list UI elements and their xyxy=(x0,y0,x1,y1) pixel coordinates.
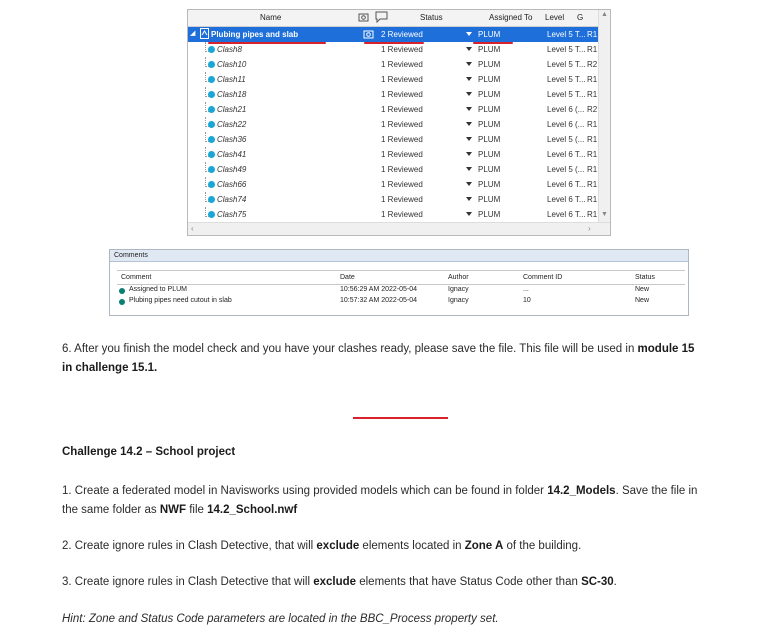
step-3-exclude: exclude xyxy=(313,576,357,588)
clash-grid: R2 xyxy=(587,105,598,114)
clash-level: Level 5 T... xyxy=(547,60,586,69)
comment-date: 10:56:29 AM 2022-05-04 xyxy=(340,286,418,293)
clash-status-dot-icon xyxy=(208,106,215,113)
clash-name: Clash10 xyxy=(217,60,247,69)
clash-row[interactable] xyxy=(188,147,601,162)
clash-status[interactable]: 1 Reviewed xyxy=(381,165,423,174)
dropdown-icon[interactable] xyxy=(466,92,472,96)
clash-assigned-to[interactable]: PLUM xyxy=(478,180,501,189)
clash-grid: R1 xyxy=(587,135,598,144)
clash-name: Clash21 xyxy=(217,105,247,114)
step-2-paragraph xyxy=(62,537,581,556)
challenge-heading xyxy=(62,443,235,462)
dropdown-icon[interactable] xyxy=(466,137,472,141)
clash-row[interactable] xyxy=(188,192,601,207)
clash-grid: R1 xyxy=(587,90,598,99)
comment-row[interactable] xyxy=(117,297,685,308)
clash-grid: R1 xyxy=(587,210,598,219)
step-3-status-code: SC-30 xyxy=(581,576,614,588)
group-status[interactable]: 2 Reviewed xyxy=(381,30,423,39)
clash-row[interactable] xyxy=(188,162,601,177)
comment-id: 10 xyxy=(523,297,531,304)
clash-status-dot-icon xyxy=(208,61,215,68)
scroll-up-icon[interactable]: ▲ xyxy=(601,11,608,18)
step-1-format: NWF xyxy=(159,504,186,516)
clash-level: Level 5 T... xyxy=(547,75,586,84)
clash-status[interactable]: 1 Reviewed xyxy=(381,105,423,114)
dropdown-icon[interactable] xyxy=(466,152,472,156)
clash-row[interactable] xyxy=(188,87,601,102)
clash-grid: R1 xyxy=(587,150,598,159)
clash-status[interactable]: 1 Reviewed xyxy=(381,75,423,84)
step-2-text: 2. Create ignore rules in Clash Detective, that will xyxy=(62,540,317,552)
clash-status-dot-icon xyxy=(208,166,215,173)
clash-level: Level 5 T... xyxy=(547,45,586,54)
clash-row[interactable] xyxy=(188,57,601,72)
clash-grid: R1 xyxy=(587,180,598,189)
clash-assigned-to[interactable]: PLUM xyxy=(478,195,501,204)
dropdown-icon[interactable] xyxy=(466,182,472,186)
challenge-title: Challenge 14.2 – School project xyxy=(62,446,236,458)
annotation-underline xyxy=(473,42,513,44)
clash-assigned-to[interactable]: PLUM xyxy=(478,60,501,69)
annotation-underline xyxy=(364,42,424,44)
step-3-text: 3. Create ignore rules in Clash Detective that will xyxy=(62,576,314,588)
clash-grid: R1 xyxy=(587,195,598,204)
step-2-zone: Zone A xyxy=(464,540,504,552)
clash-status[interactable]: 1 Reviewed xyxy=(381,90,423,99)
clash-status-dot-icon xyxy=(208,211,215,218)
dropdown-icon[interactable] xyxy=(466,47,472,51)
clash-grid: R1 xyxy=(587,75,598,84)
step-2-text-3: of the building. xyxy=(503,540,582,552)
column-header-status[interactable]: Status xyxy=(635,274,655,281)
clash-level: Level 6 T... xyxy=(547,180,586,189)
comment-author: Ignacy xyxy=(448,286,469,293)
group-folder-icon xyxy=(200,28,209,41)
clash-status-dot-icon xyxy=(208,151,215,158)
clash-level: Level 6 (... xyxy=(547,105,585,114)
clash-row[interactable] xyxy=(188,117,601,132)
step-2-text-2: elements located in xyxy=(359,540,465,552)
clash-status[interactable]: 1 Reviewed xyxy=(381,195,423,204)
step-1-text: 1. Create a federated model in Navisworks using provided models which can be found in folder xyxy=(62,485,548,497)
section-divider xyxy=(353,417,448,419)
clash-name: Clash66 xyxy=(217,180,247,189)
column-header-status[interactable]: Status xyxy=(420,13,443,22)
step-1-paragraph xyxy=(62,482,752,520)
column-header-name[interactable]: Name xyxy=(260,13,282,22)
clash-level: Level 5 (... xyxy=(547,135,585,144)
step-2-exclude: exclude xyxy=(316,540,360,552)
comment-text: Assigned to PLUM xyxy=(129,286,187,293)
clash-assigned-to[interactable]: PLUM xyxy=(478,120,501,129)
clash-assigned-to[interactable]: PLUM xyxy=(478,210,501,219)
group-camera-icon xyxy=(363,29,374,41)
step-6-challenge: in challenge 15.1. xyxy=(62,362,158,374)
column-header-assigned-to[interactable]: Assigned To xyxy=(489,13,533,22)
clash-level: Level 5 T... xyxy=(547,90,586,99)
comment-status-dot-icon xyxy=(119,299,125,305)
step-3-text-2: elements that have Status Code other than xyxy=(356,576,582,588)
step-1-text-4: file xyxy=(186,504,208,516)
clash-assigned-to[interactable]: PLUM xyxy=(478,150,501,159)
step-6-module: module 15 xyxy=(637,343,695,355)
clash-assigned-to[interactable]: PLUM xyxy=(478,75,501,84)
group-level: Level 5 T... xyxy=(547,30,586,39)
clash-level: Level 6 (... xyxy=(547,120,585,129)
clash-results-grid xyxy=(187,9,611,236)
column-header-comment-id[interactable]: Comment ID xyxy=(523,274,563,281)
clash-assigned-to[interactable]: PLUM xyxy=(478,135,501,144)
dropdown-icon[interactable] xyxy=(466,122,472,126)
dropdown-icon[interactable] xyxy=(466,167,472,171)
clash-grid: R1 xyxy=(587,165,598,174)
clash-level: Level 5 (... xyxy=(547,165,585,174)
clash-assigned-to[interactable]: PLUM xyxy=(478,45,501,54)
step-6-paragraph xyxy=(62,340,752,378)
step-1-text-2: . Save the file in xyxy=(615,485,698,497)
scroll-right-icon[interactable]: › xyxy=(588,224,591,233)
clash-name: Clash18 xyxy=(217,90,247,99)
clash-name: Clash49 xyxy=(217,165,247,174)
clash-status[interactable]: 1 Reviewed xyxy=(381,45,423,54)
column-header-author[interactable]: Author xyxy=(448,274,469,281)
camera-icon[interactable] xyxy=(358,12,369,24)
step-3-paragraph xyxy=(62,573,617,592)
scroll-down-icon[interactable]: ▼ xyxy=(601,211,608,218)
clash-status-dot-icon xyxy=(208,46,215,53)
clash-status[interactable]: 1 Reviewed xyxy=(381,60,423,69)
comment-row[interactable] xyxy=(117,286,685,297)
clash-assigned-to[interactable]: PLUM xyxy=(478,90,501,99)
clash-assigned-to[interactable]: PLUM xyxy=(478,165,501,174)
clash-level: Level 6 T... xyxy=(547,195,586,204)
clash-name: Clash22 xyxy=(217,120,247,129)
clash-name: Clash75 xyxy=(217,210,247,219)
clash-name: Clash36 xyxy=(217,135,247,144)
clash-status[interactable]: 1 Reviewed xyxy=(381,150,423,159)
clash-grid: R1 xyxy=(587,45,598,54)
step-1-text-3: the same folder as xyxy=(62,504,160,516)
clash-name: Clash74 xyxy=(217,195,247,204)
column-header-grid[interactable]: G xyxy=(577,13,584,22)
clash-level: Level 6 T... xyxy=(547,150,586,159)
dropdown-icon[interactable] xyxy=(466,77,472,81)
comments-table-header xyxy=(117,270,685,285)
clash-name: Clash11 xyxy=(217,75,246,84)
dropdown-icon[interactable] xyxy=(466,197,472,201)
clash-row[interactable] xyxy=(188,102,601,117)
comment-id: ... xyxy=(523,286,529,293)
clash-name: Clash41 xyxy=(217,150,247,159)
clash-row[interactable] xyxy=(188,72,601,87)
hint-paragraph: Hint: Zone and Status Code parameters are located in the BBC_Process property set. xyxy=(62,613,499,625)
annotation-underline xyxy=(208,42,326,44)
dropdown-icon[interactable] xyxy=(466,212,472,216)
horizontal-scrollbar[interactable] xyxy=(188,222,611,235)
clash-status-dot-icon xyxy=(208,121,215,128)
column-header-date[interactable]: Date xyxy=(340,274,355,281)
vertical-scrollbar[interactable] xyxy=(598,10,610,222)
comment-status: New xyxy=(635,286,650,293)
clash-status[interactable]: 1 Reviewed xyxy=(381,180,423,189)
step-1-folder: 14.2_Models xyxy=(547,485,616,497)
group-name: Plubing pipes and slab xyxy=(211,30,299,39)
group-grid: R1 xyxy=(587,30,598,39)
clash-status-dot-icon xyxy=(208,181,215,188)
status-dropdown-icon[interactable] xyxy=(466,32,472,36)
clash-status[interactable]: 1 Reviewed xyxy=(381,120,423,129)
clash-row[interactable] xyxy=(188,132,601,147)
grid-header xyxy=(188,10,611,27)
clash-grid: R2 xyxy=(587,60,598,69)
column-header-comment[interactable]: Comment xyxy=(121,274,152,281)
comment-icon[interactable] xyxy=(375,11,388,25)
clash-row[interactable] xyxy=(188,177,601,192)
clash-status[interactable]: 1 Reviewed xyxy=(381,210,423,219)
dropdown-icon[interactable] xyxy=(466,107,472,111)
scroll-left-icon[interactable]: ‹ xyxy=(191,224,194,233)
comment-status: New xyxy=(635,297,650,304)
step-6-text: 6. After you finish the model check and you have your clashes ready, please save the file. This file will be used in xyxy=(62,343,638,355)
comment-date: 10:57:32 AM 2022-05-04 xyxy=(340,297,418,304)
step-1-filename: 14.2_School.nwf xyxy=(207,504,298,516)
comment-status-dot-icon xyxy=(119,288,125,294)
comment-text: Plubing pipes need cutout in slab xyxy=(129,297,232,304)
collapse-arrow-icon[interactable]: ◢ xyxy=(190,30,196,37)
clash-status-dot-icon xyxy=(208,136,215,143)
clash-status-dot-icon xyxy=(208,76,215,83)
clash-group-row[interactable] xyxy=(188,27,601,42)
clash-grid: R1 xyxy=(587,120,598,129)
comments-panel-title: Comments xyxy=(110,250,688,262)
clash-row[interactable] xyxy=(188,42,601,57)
clash-name: Clash8 xyxy=(217,45,242,54)
clash-status-dot-icon xyxy=(208,91,215,98)
clash-level: Level 6 T... xyxy=(547,210,586,219)
clash-row[interactable] xyxy=(188,207,601,222)
column-header-level[interactable]: Level xyxy=(545,13,565,22)
comment-author: Ignacy xyxy=(448,297,469,304)
clash-status[interactable]: 1 Reviewed xyxy=(381,135,423,144)
clash-status-dot-icon xyxy=(208,196,215,203)
dropdown-icon[interactable] xyxy=(466,62,472,66)
comments-panel xyxy=(109,249,689,316)
clash-assigned-to[interactable]: PLUM xyxy=(478,105,501,114)
group-assigned-to[interactable]: PLUM xyxy=(478,30,501,39)
step-3-text-3: . xyxy=(613,576,617,588)
